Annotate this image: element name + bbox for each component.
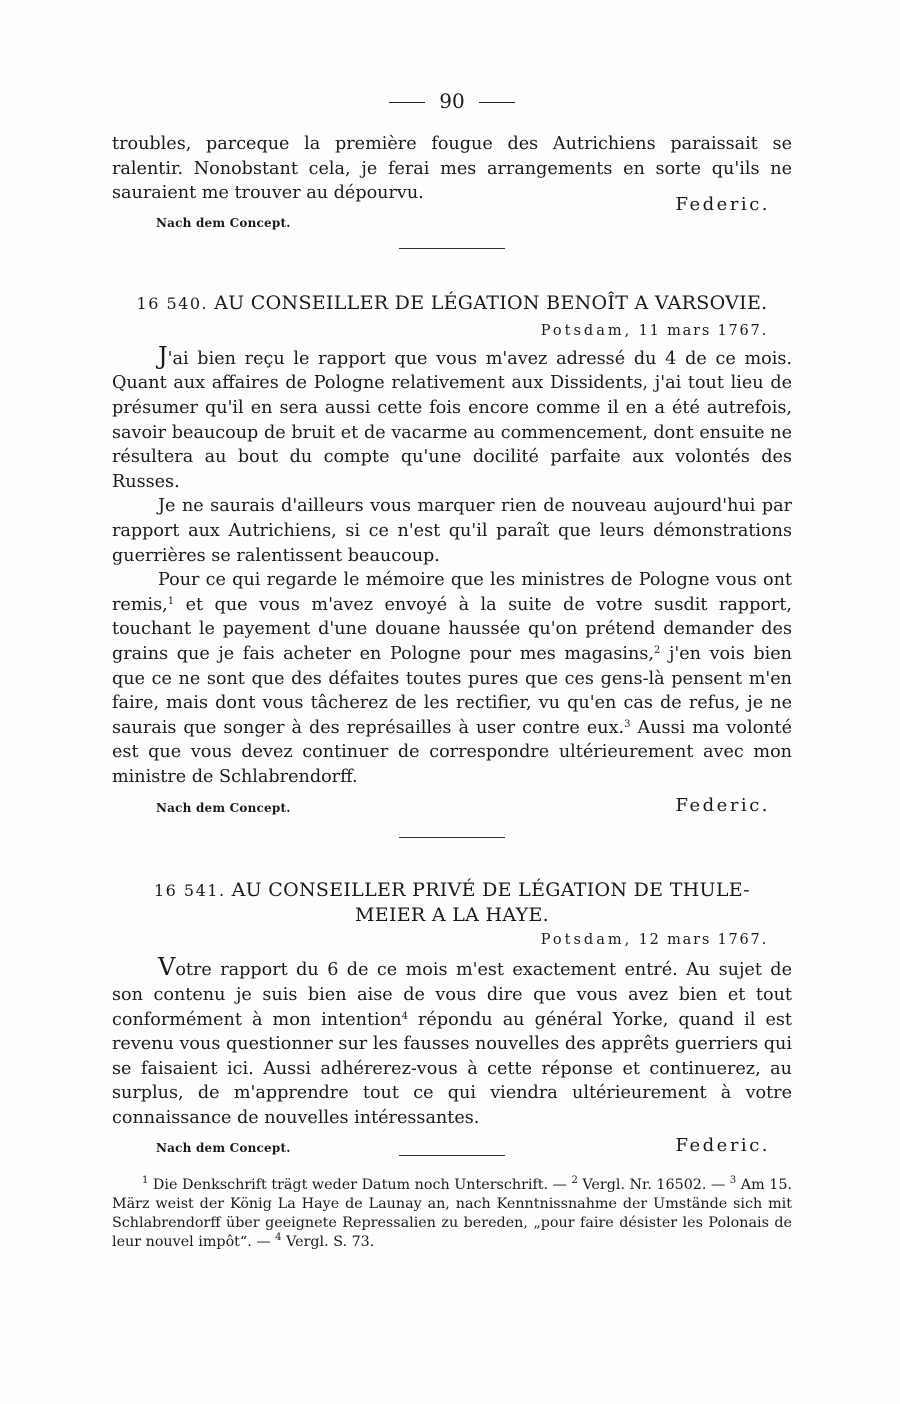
footnote-mark: 4 [275,1231,282,1243]
signature: Federic. [675,795,770,817]
dateline-place: Potsdam, [540,322,633,339]
letter-paragraph: Votre rapport du 6 de ce mois m'est exactement entré. Au sujet de son contenu je suis bien aise de vous dire que vous avez bien et tout conformément à mon intention$^4$ répondu au général Yorke, quand il est revenu vous questionner sur les fausses nouvelles des apprêts guerriers qui se faisaient ici. Aussi adhérerez-vous à cette réponse et continuerez, au surplus, de m'apprendre tout ce qui viendra ultérieurement à votre connaissance de nouvelles intéressantes. [112,953,792,1129]
page-header [112,86,792,116]
letter-number: 16 541. [153,881,226,901]
initial-letter: J [158,341,168,370]
signature: Federic. [675,193,770,215]
letter-number: 16 540. [136,293,209,313]
intro-sign-row [112,194,792,216]
header-dash-left [389,102,425,103]
intro-concept-row [112,216,792,234]
intro-paragraph: troubles, parceque la première fougue des Autrichiens paraissait se ralentir. Nonobstant cela, je ferai mes arrangements en sorte qu'ils ne sauraient me trouver au dépourvu. [112,134,792,204]
footnote-ref: 3 [624,718,631,730]
footnotes [112,1176,792,1252]
footnote-ref: 4 [401,1010,408,1022]
concept-note: Nach dem Concept. [156,1140,291,1155]
concept-note: Nach dem Concept. [156,215,291,230]
footnote-ref: 2 [653,644,661,656]
footnote-mark: 1 [142,1174,149,1186]
letter-heading [112,878,792,927]
footnote-ref: 1 [167,595,175,607]
letter-sign-row [112,795,792,821]
signature: Federic. [675,1134,770,1156]
letter-title: AU CONSEILLER DE LÉGATION BENOÎT A VARSOVIE. [214,291,768,314]
letter-paragraph: J'ai bien reçu le rapport que vous m'avez adressé du 4 de ce mois. Quant aux affaires de Pologne relativement aux Dissidents, j'ai tout lieu de présumer qu'il en sera aussi cette fois encore comme il en a été autrefois, savoir beaucoup de bruit et de vacarme au commencement, dont ensuite ne résultera au bout du compte qu'une docilité parfaite aux volontés des Russes. [112,341,792,492]
dateline-place: Potsdam, [540,932,633,949]
page-number: 90 [439,89,465,113]
concept-note: Nach dem Concept. [156,801,291,816]
footnote-mark: 3 [729,1174,737,1186]
letter-title: AU CONSEILLER PRIVÉ DE LÉGATION DE THULE- [231,879,751,902]
footnote-mark: 2 [571,1174,578,1186]
letter-paragraph: Je ne saurais d'ailleurs vous marquer rien de nouveau aujourd'hui par rapport aux Autrichiens, si ce n'est qu'il paraît que leurs démonstrations guerrières se ralentissent beaucoup. [112,496,792,566]
dateline [112,320,792,342]
letter-sign-row [112,1135,792,1161]
header-dash-right [479,102,515,103]
letter-title-continued: MEIER A LA HAYE. [355,904,549,927]
letter-heading [112,291,792,316]
dateline-date: 12 mars 1767. [638,932,768,949]
dateline-date: 11 mars 1767. [638,322,768,339]
dateline [112,929,792,951]
footnote-text: $^1$ Die Denkschrift trägt weder Datum noch Unterschrift. — $^2$ Vergl. Nr. 16502. — $^3$ Am 15. März weist der König La Haye de Launay an, nach Kenntnissnahme der Umstände sich mit Schlabrendorff über geeignete Repressalien zu bereden, „pour faire désister les Polonais de leur nouvel impôt“. — $^4$ Vergl. S. 73. [112,1174,792,1250]
document-page [112,86,792,1252]
letter-paragraph: Pour ce qui regarde le mémoire que les ministres de Pologne vous ont remis,$^1$ et que vous m'avez envoyé à la suite de votre susdit rapport, touchant le payement d'une douane haussée qu'on prétend demander des grains que je fais acheter en Pologne pour mes magasins,$^2$ j'en vois bien que ce ne sont que des défaites toutes pures que ces gens-là pensent m'en faire, mais dont vous tâcherez de les rectifier, vu qu'en cas de refus, je ne saurais que songer à des représailles à user contre eux.$^3$ Aussi ma volonté est que vous devez continuer de correspondre ultérieurement avec mon ministre de Schlabrendorff. [112,570,792,787]
initial-letter: V [158,953,176,982]
